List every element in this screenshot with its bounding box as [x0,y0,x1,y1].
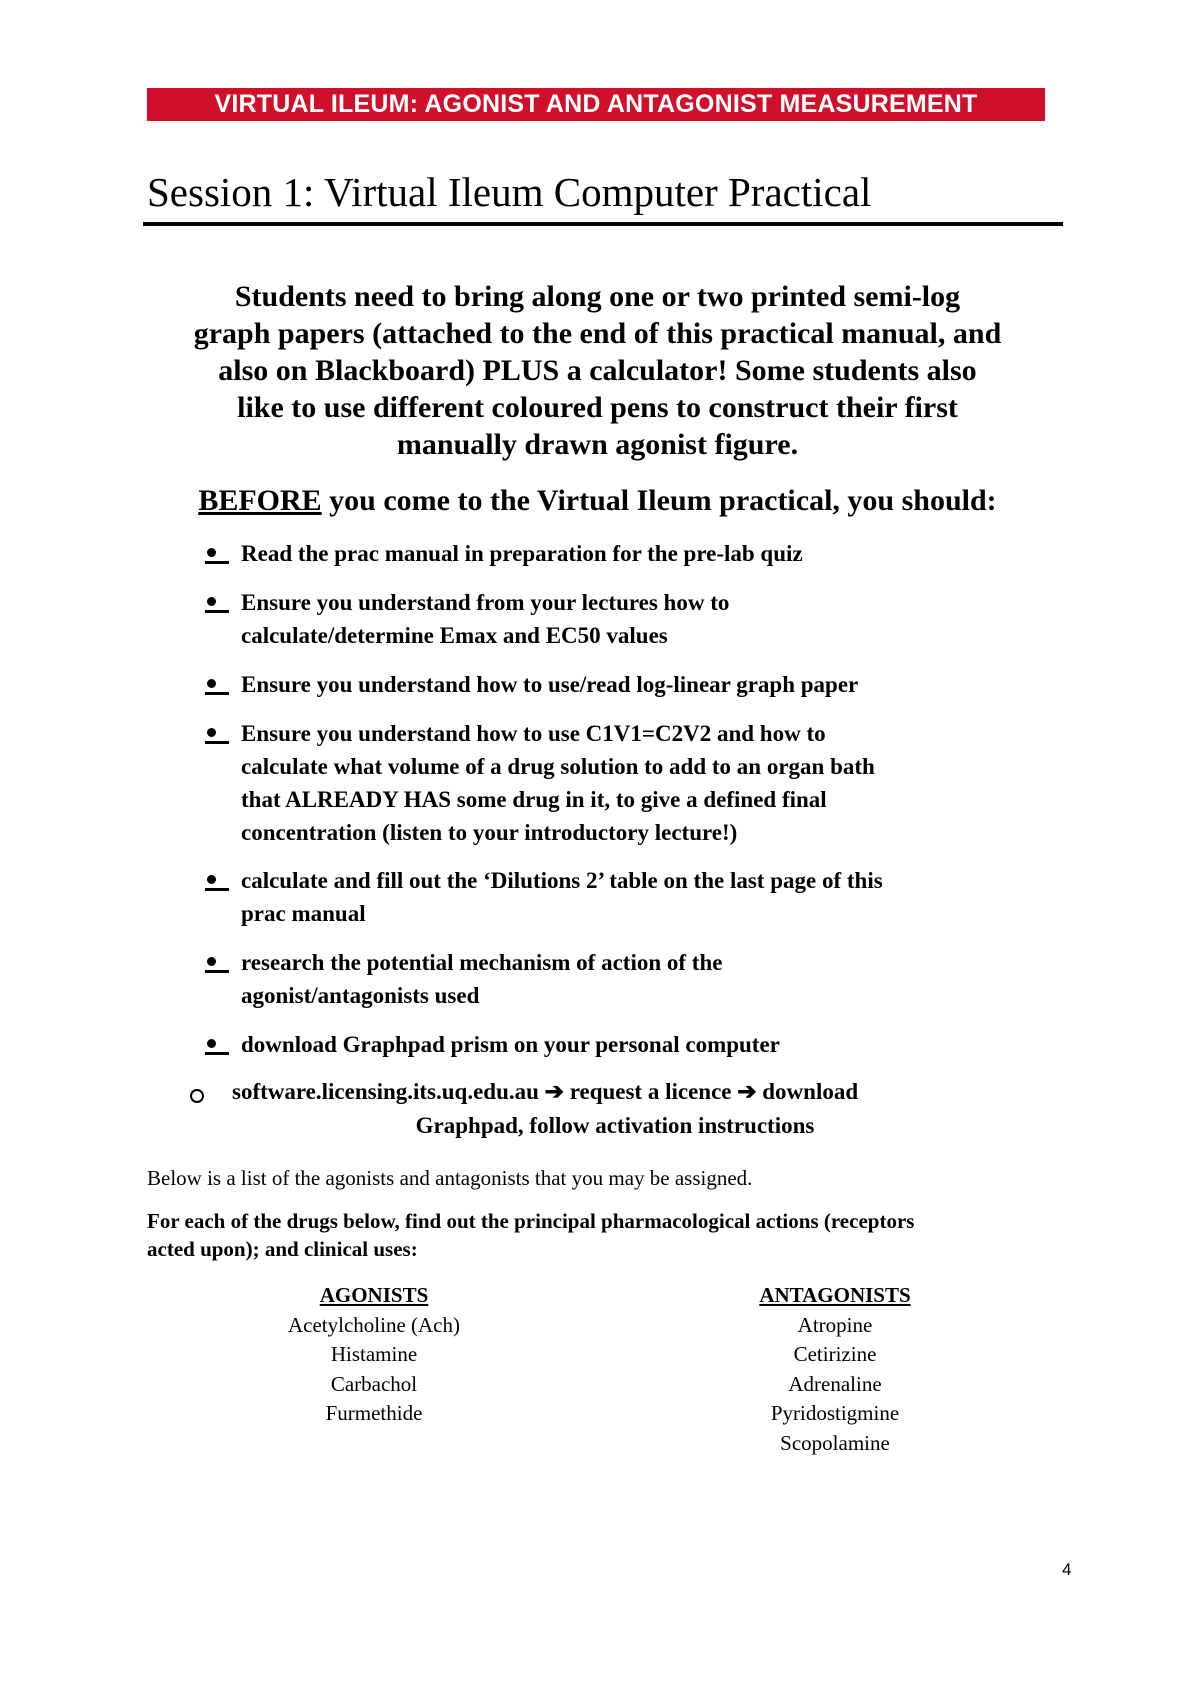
bullet-icon [204,677,230,701]
checklist-line: download Graphpad prism on your personal computer [241,1032,780,1057]
instruction-line: acted upon); and clinical uses: [147,1237,418,1261]
checklist-line: research the potential mechanism of action of the [241,950,723,975]
checklist-line: agonist/antagonists used [241,983,480,1008]
checklist-item [204,1028,1071,1061]
agonists-heading: AGONISTS [319,1283,429,1307]
drug-list-item: Adrenaline [788,1371,882,1396]
intro-line: Students need to bring along one or two printed semi-log [234,280,961,313]
checklist-item [204,586,1071,652]
sub-item-line: Graphpad, follow activation instructions [415,1113,815,1138]
checklist-line: calculate/determine Emax and EC50 values [241,623,668,648]
checklist-line: Ensure you understand how to use/read log-linear graph paper [241,672,859,697]
checklist-item [204,668,1071,701]
circle-bullet-icon [190,1089,204,1103]
intro-line: graph papers (attached to the end of this practical manual, and [193,317,1002,350]
drug-list-item: Carbachol [330,1371,418,1396]
checklist-line: Ensure you understand from your lectures how to [241,590,730,615]
intro-line: like to use different coloured pens to construct their first [237,391,958,424]
checklist-item [204,717,1071,849]
instruction-line: For each of the drugs below, find out the principal pharmacological actions (receptors [147,1209,915,1233]
drug-list-item: Atropine [797,1312,873,1337]
checklist-item [204,537,1071,570]
checklist-line: Read the prac manual in preparation for the pre-lab quiz [241,541,803,566]
bullet-icon [204,955,230,979]
checklist-line: calculate what volume of a drug solution to add to an organ bath [241,754,875,779]
drug-list-item: Cetirizine [793,1342,877,1366]
intro-line: also on Blackboard) PLUS a calculator! Some students also [218,354,977,387]
checklist-item [204,864,1071,930]
page-number: 4 [1062,1560,1072,1579]
antagonists-column [685,1281,985,1458]
checklist-line: that ALREADY HAS some drug in it, to give a defined final [241,787,827,812]
bullet-icon [204,1037,230,1061]
before-emphasis: BEFORE [198,484,322,517]
before-heading [150,482,1045,519]
instruction-paragraph [147,1207,1082,1263]
page-title: Session 1: Virtual Ileum Computer Practical [147,169,872,215]
bullet-icon [204,595,230,619]
drug-list-item: Scopolamine [780,1430,890,1455]
checklist-line: prac manual [241,901,366,926]
bullet-icon [204,546,230,570]
checklist-line: calculate and fill out the ‘Dilutions 2’ table on the last page of this [241,868,883,893]
agonists-column [224,1281,524,1429]
drug-list-item: Pyridostigmine [770,1401,900,1425]
bullet-icon [204,726,230,750]
checklist-item [204,946,1071,1012]
before-text: you come to the Virtual Ileum practical, you should: [321,484,997,517]
drug-list-item: Histamine [330,1342,418,1366]
antagonists-heading: ANTAGONISTS [759,1283,911,1307]
checklist-line: Ensure you understand how to use C1V1=C2V2 and how to [241,721,826,746]
course-banner: VIRTUAL ILEUM: AGONIST AND ANTAGONIST MEASUREMENT (BIOM2402) [147,88,1045,121]
sub-item-line: software.licensing.its.uq.edu.au ➔ request a licence ➔ download [232,1079,859,1104]
checklist-line: concentration (listen to your introductory lecture!) [241,820,738,845]
intro-paragraph [150,278,1045,463]
intro-line: manually drawn agonist figure. [396,428,799,461]
title-divider [143,222,1063,226]
drug-list-item: Furmethide [325,1401,423,1425]
list-intro-text: Below is a list of the agonists and antagonists that you may be assigned. [147,1166,753,1190]
bullet-icon [204,873,230,897]
drug-list-item: Acetylcholine (Ach) [287,1312,460,1337]
